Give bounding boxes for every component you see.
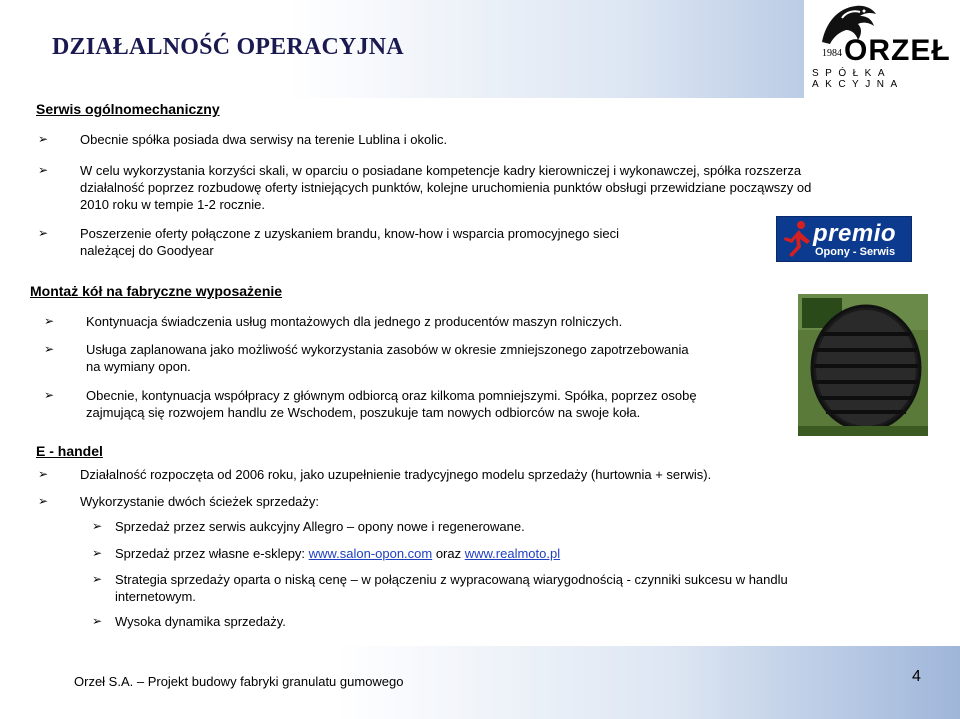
logo-brand: ORZEŁ [844,34,951,67]
section-heading-montaz: Montaż kół na fabryczne wyposażenie [30,283,283,299]
tire-photo [798,294,928,436]
sub-list-item: Sprzedaż przez serwis aukcyjny Allegro – opony nowe i regenerowane. [115,519,525,534]
page-number: 4 [912,668,921,685]
bullet-arrow-icon: ➢ [38,163,49,177]
runner-icon [781,219,813,259]
sub-bullet-arrow-icon: ➢ [92,519,103,533]
bullet-arrow-icon: ➢ [44,314,55,328]
sub-list-item: Strategia sprzedaży oparta o niską cenę – w połączeniu z wypracowaną wiarygodnością - czynniki sukcesu w handlu [115,572,788,587]
section-heading-ehandel: E - handel [36,443,103,459]
logo-year: 1984 [822,48,842,59]
list-item-continuation: na wymiany opon. [86,359,191,374]
premio-brand-text: premio [813,220,897,247]
sub-list-item: Wysoka dynamika sprzedaży. [115,614,286,629]
list-item: Poszerzenie oferty połączone z uzyskaniem brandu, know-how i wsparcia promocyjnego sieci [80,226,620,241]
list-item-continuation: należącej do Goodyear [80,243,214,258]
sub-bullet-arrow-icon: ➢ [92,546,103,560]
list-item: Kontynuacja świadczenia usług montażowych dla jednego z producentów maszyn rolniczych. [86,314,623,329]
list-item-continuation: 2010 roku w tempie 1-2 rocznie. [80,197,265,212]
bullet-arrow-icon: ➢ [38,226,49,240]
bullet-arrow-icon: ➢ [44,388,55,402]
page-title: DZIAŁALNOŚĆ OPERACYJNA [52,34,404,60]
bullet-arrow-icon: ➢ [44,342,55,356]
sub-list-item [115,545,560,562]
sub-bullet-arrow-icon: ➢ [92,572,103,586]
sub-list-item-continuation: internetowym. [115,589,196,604]
premio-subtitle: Opony - Serwis [815,246,896,258]
logo-subtitle: SPÓŁKA AKCYJNA [812,68,904,90]
list-item: W celu wykorzystania korzyści skali, w oparciu o posiadane kompetencje kadry kierowniczej i wykonawczej, spółka rozszerza [80,163,802,178]
link-realmoto[interactable]: www.realmoto.pl [464,546,561,561]
list-item: Usługa zaplanowana jako możliwość wykorzystania zasobów w okresie zmniejszonego zapotrzebowania [86,342,689,357]
eshops-prefix: Sprzedaż przez własne e-sklepy: [115,546,309,561]
bullet-arrow-icon: ➢ [38,132,49,146]
list-item: Obecnie spółka posiada dwa serwisy na terenie Lublina i okolic. [80,132,448,147]
eshops-mid: oraz [432,546,465,561]
list-item-continuation: działalność poprzez rozbudowę oferty istniejących punktów, kolejne uruchomienia punktów obsługi przewidziane począwszy od [80,180,812,195]
list-item-continuation: zajmującą się rozwojem handlu ze Wschodem, poszukuje tam nowych odbiorców na swoje koła. [86,405,641,420]
list-item: Wykorzystanie dwóch ścieżek sprzedaży: [80,494,320,509]
footer-text: Orzeł S.A. – Projekt budowy fabryki granulatu gumowego [74,674,404,689]
sub-bullet-arrow-icon: ➢ [92,614,103,628]
link-salon-opon[interactable]: www.salon-opon.com [308,546,433,561]
bullet-arrow-icon: ➢ [38,494,49,508]
list-item: Obecnie, kontynuacja współpracy z głównym odbiorcą oraz kilkoma pomniejszymi. Spółka, poprzez osobę [86,388,697,403]
list-item: Działalność rozpoczęta od 2006 roku, jako uzupełnienie tradycyjnego modelu sprzedaży (hurtownia + serwis). [80,467,712,482]
bullet-arrow-icon: ➢ [38,467,49,481]
section-heading-serwis: Serwis ogólnomechaniczny [36,101,220,117]
premio-logo [776,216,912,262]
